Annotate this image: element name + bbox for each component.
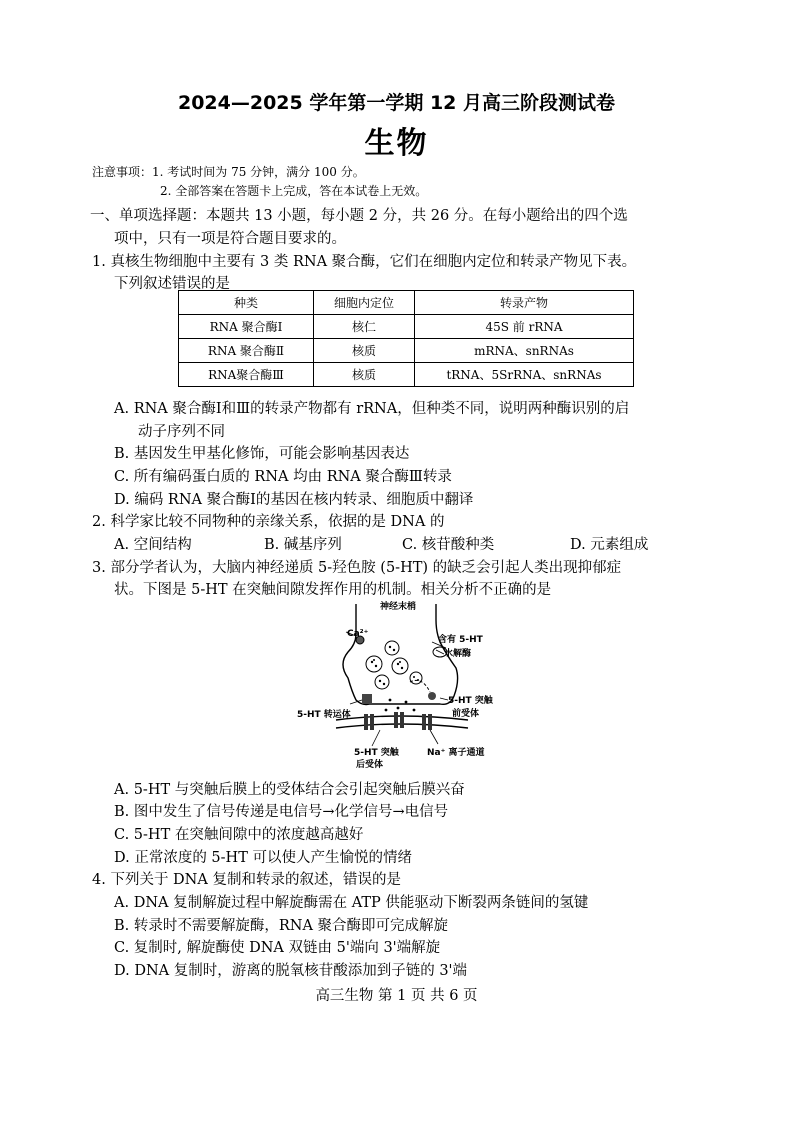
q1-option-a-line-2: 动子序列不同 <box>138 424 225 440</box>
table-cell: RNA 聚合酶Ⅱ <box>179 339 314 363</box>
q4-option-d: D. DNA 复制时，游离的脱氧核苷酸添加到子链的 3'端 <box>114 963 468 979</box>
vesicle <box>375 675 389 689</box>
table-cell: tRNA、5SrRNA、snRNAs <box>415 363 634 387</box>
synapse-diagram <box>290 596 510 774</box>
section-heading-line-2: 项中，只有一项是符合题目要求的。 <box>114 231 346 247</box>
presynaptic-receptor <box>428 692 436 700</box>
table-cell: mRNA、snRNAs <box>415 339 634 363</box>
q3-option-c: C. 5-HT 在突触间隙中的浓度越高越好 <box>114 827 364 843</box>
label-transporter: 5-HT 转运体 <box>297 710 351 720</box>
label-nerve-ending: 神经末梢 <box>380 602 417 612</box>
label-vesicle-2: 水解酶 <box>444 649 472 659</box>
note-1: 注意事项：1. 考试时间为 75 分钟，满分 100 分。 <box>92 165 365 179</box>
label-pre-receptor-2: 前受体 <box>452 709 480 719</box>
q1-stem-line-1: 1. 真核生物细胞中主要有 3 类 RNA 聚合酶，它们在细胞内定位和转录产物见下表。 <box>92 254 637 270</box>
table-header-cell: 种类 <box>179 291 314 315</box>
vesicle <box>392 658 408 674</box>
table-cell: RNA 聚合酶Ⅰ <box>179 315 314 339</box>
released-serotonin <box>385 699 416 712</box>
label-post-receptor-2: 后受体 <box>356 760 384 770</box>
q4-option-b: B. 转录时不需要解旋酶，RNA 聚合酶即可完成解旋 <box>114 918 449 934</box>
label-na-channel: Na⁺ 离子通道 <box>427 748 485 758</box>
presynaptic-terminal-outline <box>343 604 458 705</box>
table-row <box>179 363 634 387</box>
page-footer: 高三生物 第 1 页 共 6 页 <box>315 988 478 1004</box>
table-header-cell: 转录产物 <box>415 291 634 315</box>
q3-option-a: A. 5-HT 与突触后膜上的受体结合会引起突触后膜兴奋 <box>114 782 465 798</box>
vesicle <box>366 656 382 672</box>
rna-polymerase-table <box>178 290 634 387</box>
label-vesicle-1: 含有 5-HT <box>438 635 483 645</box>
q2-option-d: D. 元素组成 <box>570 537 649 553</box>
section-heading-line-1: 一、单项选择题：本题共 13 小题，每小题 2 分，共 26 分。在每小题给出的四个选 <box>90 208 628 224</box>
vesicle-content <box>371 646 419 685</box>
q2-option-b: B. 碱基序列 <box>264 537 342 553</box>
q4-stem: 4. 下列关于 DNA 复制和转录的叙述，错误的是 <box>92 872 401 888</box>
q4-option-a: A. DNA 复制解旋过程中解旋酶需在 ATP 供能驱动下断裂两条链间的氢键 <box>114 895 589 911</box>
table-row <box>179 339 634 363</box>
postsynaptic-receptors <box>364 712 432 730</box>
table-cell: 核质 <box>314 339 415 363</box>
table-cell: RNA聚合酶Ⅲ <box>179 363 314 387</box>
table-header-row <box>179 291 634 315</box>
label-calcium: Ca²⁺ <box>347 629 369 639</box>
exam-title: 2024—2025 学年第一学期 12 月高三阶段测试卷 <box>177 92 616 114</box>
q1-option-c: C. 所有编码蛋白质的 RNA 均由 RNA 聚合酶Ⅲ转录 <box>114 469 452 485</box>
table-header-cell: 细胞内定位 <box>314 291 415 315</box>
q1-stem-line-2: 下列叙述错误的是 <box>114 276 230 292</box>
table-cell: 45S 前 rRNA <box>415 315 634 339</box>
q1-option-d: D. 编码 RNA 聚合酶Ⅰ的基因在核内转录、细胞质中翻译 <box>114 492 474 508</box>
q4-option-c: C. 复制时, 解旋酶使 DNA 双链由 5'端向 3'端解旋 <box>114 940 441 956</box>
vesicle <box>385 641 399 655</box>
serotonin-transporter <box>362 694 372 704</box>
vesicle <box>410 672 422 684</box>
table-cell: 核质 <box>314 363 415 387</box>
q1-option-a-line-1: A. RNA 聚合酶Ⅰ和Ⅲ的转录产物都有 rRNA，但种类不同，说明两种酶识别的启 <box>114 401 630 417</box>
q3-stem-line-2: 状。下图是 5-HT 在突触间隙发挥作用的机制。相关分析不正确的是 <box>114 582 552 598</box>
label-pre-receptor-1: 5-HT 突触 <box>448 696 493 706</box>
q3-option-d: D. 正常浓度的 5-HT 可以使人产生愉悦的情绪 <box>114 850 412 866</box>
table-cell: 核仁 <box>314 315 415 339</box>
q1-option-b: B. 基因发生甲基化修饰，可能会影响基因表达 <box>114 446 410 462</box>
subject-title: 生物 <box>364 126 429 161</box>
q2-option-a: A. 空间结构 <box>114 537 192 553</box>
vesicle-group <box>366 641 422 689</box>
note-2: 2. 全部答案在答题卡上完成，答在本试卷上无效。 <box>160 184 428 198</box>
q3-option-b: B. 图中发生了信号传递是电信号→化学信号→电信号 <box>114 804 449 820</box>
table-row <box>179 315 634 339</box>
q2-option-c: C. 核苷酸种类 <box>402 537 495 553</box>
label-post-receptor-1: 5-HT 突触 <box>354 748 399 758</box>
q2-stem: 2. 科学家比较不同物种的亲缘关系，依据的是 DNA 的 <box>92 514 445 530</box>
q3-stem-line-1: 3. 部分学者认为，大脑内神经递质 5-羟色胺 (5-HT) 的缺乏会引起人类出现抑郁症 <box>92 560 622 576</box>
